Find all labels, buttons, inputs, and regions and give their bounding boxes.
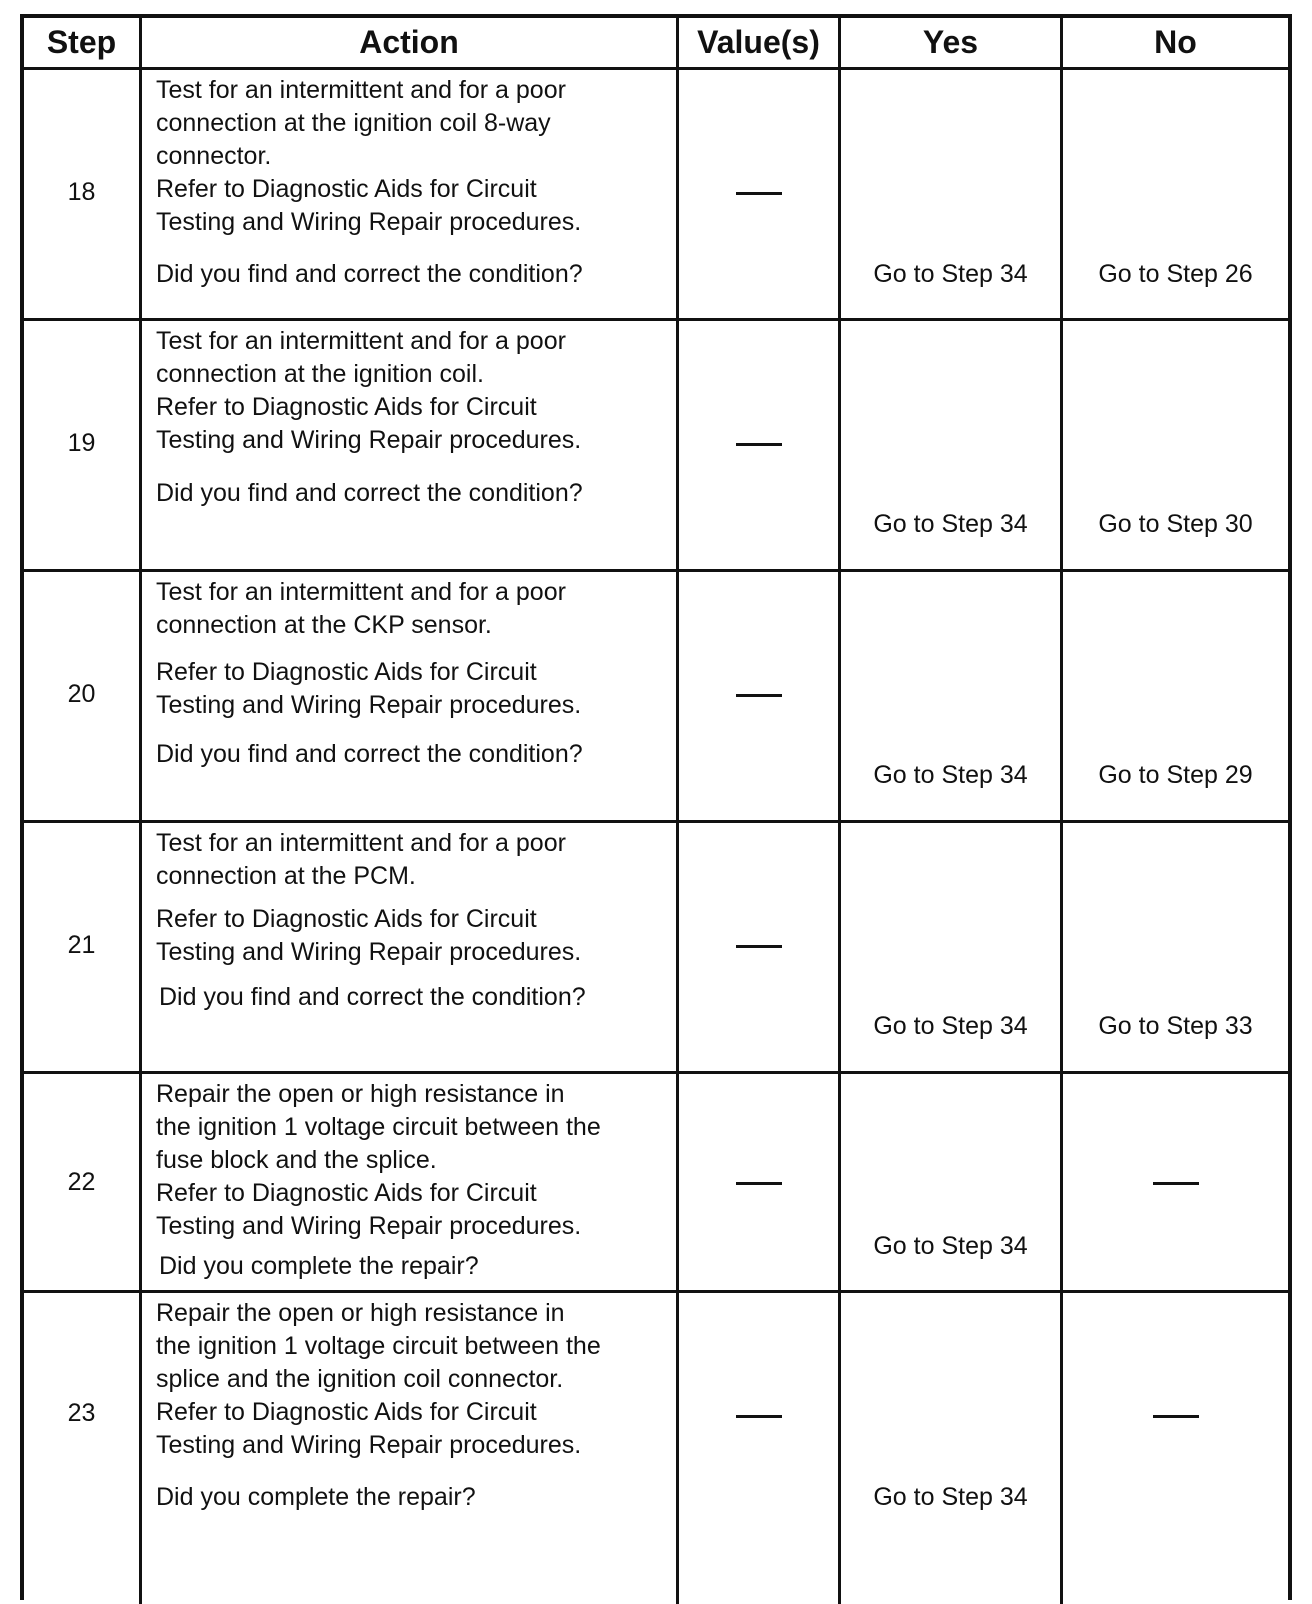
value-dash <box>736 694 782 697</box>
yes-goto: Go to Step 34 <box>873 1483 1028 1511</box>
action-question: Did you find and correct the condition? <box>156 740 583 768</box>
diagnostic-table <box>20 14 1292 1600</box>
table-row <box>24 823 1288 1074</box>
yes-goto: Go to Step 34 <box>873 1012 1028 1040</box>
header-no: No <box>1154 24 1197 60</box>
step-number: 19 <box>67 429 96 457</box>
header-values: Value(s) <box>679 18 841 67</box>
step-number: 20 <box>67 680 96 708</box>
header-action: Action <box>142 18 679 67</box>
value-dash <box>736 192 782 195</box>
action-question: Did you find and correct the condition? <box>156 260 583 288</box>
no-dash <box>1153 1415 1199 1418</box>
no-goto: Go to Step 33 <box>1098 1012 1253 1040</box>
step-number: 21 <box>67 931 96 959</box>
yes-goto: Go to Step 34 <box>873 260 1028 288</box>
step-number: 18 <box>67 178 96 206</box>
yes-goto: Go to Step 34 <box>873 761 1028 789</box>
step-number: 23 <box>67 1399 96 1427</box>
table-header-row <box>24 18 1288 70</box>
action-refer: Refer to Diagnostic Aids for Circuit Testing and Wiring Repair procedures. <box>156 1398 582 1459</box>
table-row <box>24 321 1288 572</box>
no-dash <box>1153 1182 1199 1185</box>
action-description: Repair the open or high resistance in the ignition 1 voltage circuit between the splice and the ignition coil connector. <box>156 1299 601 1393</box>
table-row <box>24 572 1288 823</box>
action-description: Repair the open or high resistance in the ignition 1 voltage circuit between the fuse block and the splice. <box>156 1080 601 1174</box>
action-description: Test for an intermittent and for a poor connection at the ignition coil 8-way connector. <box>156 76 566 170</box>
action-description: Test for an intermittent and for a poor connection at the ignition coil. <box>156 327 566 388</box>
value-dash <box>736 1415 782 1418</box>
action-question: Did you complete the repair? <box>159 1252 479 1280</box>
action-question: Did you complete the repair? <box>156 1483 476 1511</box>
table-row <box>24 70 1288 321</box>
value-dash <box>736 945 782 948</box>
action-refer: Refer to Diagnostic Aids for Circuit Testing and Wiring Repair procedures. <box>156 658 582 719</box>
no-goto: Go to Step 26 <box>1098 260 1253 288</box>
action-description: Test for an intermittent and for a poor connection at the PCM. <box>156 829 566 890</box>
yes-goto: Go to Step 34 <box>873 1232 1028 1260</box>
action-refer: Refer to Diagnostic Aids for Circuit Testing and Wiring Repair procedures. <box>156 1179 582 1240</box>
action-description: Test for an intermittent and for a poor connection at the CKP sensor. <box>156 578 566 639</box>
value-dash <box>736 1182 782 1185</box>
action-question: Did you find and correct the condition? <box>159 983 586 1011</box>
action-refer: Refer to Diagnostic Aids for Circuit Testing and Wiring Repair procedures. <box>156 905 582 966</box>
table-row <box>24 1293 1288 1604</box>
no-goto: Go to Step 30 <box>1098 510 1253 538</box>
table-row <box>24 1074 1288 1293</box>
yes-goto: Go to Step 34 <box>873 510 1028 538</box>
no-goto: Go to Step 29 <box>1098 761 1253 789</box>
action-refer: Refer to Diagnostic Aids for Circuit Testing and Wiring Repair procedures. <box>156 393 582 454</box>
action-question: Did you find and correct the condition? <box>156 479 583 507</box>
action-refer: Refer to Diagnostic Aids for Circuit Testing and Wiring Repair procedures. <box>156 175 582 236</box>
header-step: Step <box>24 18 142 67</box>
value-dash <box>736 443 782 446</box>
header-yes: Yes <box>841 18 1063 67</box>
step-number: 22 <box>67 1168 96 1196</box>
